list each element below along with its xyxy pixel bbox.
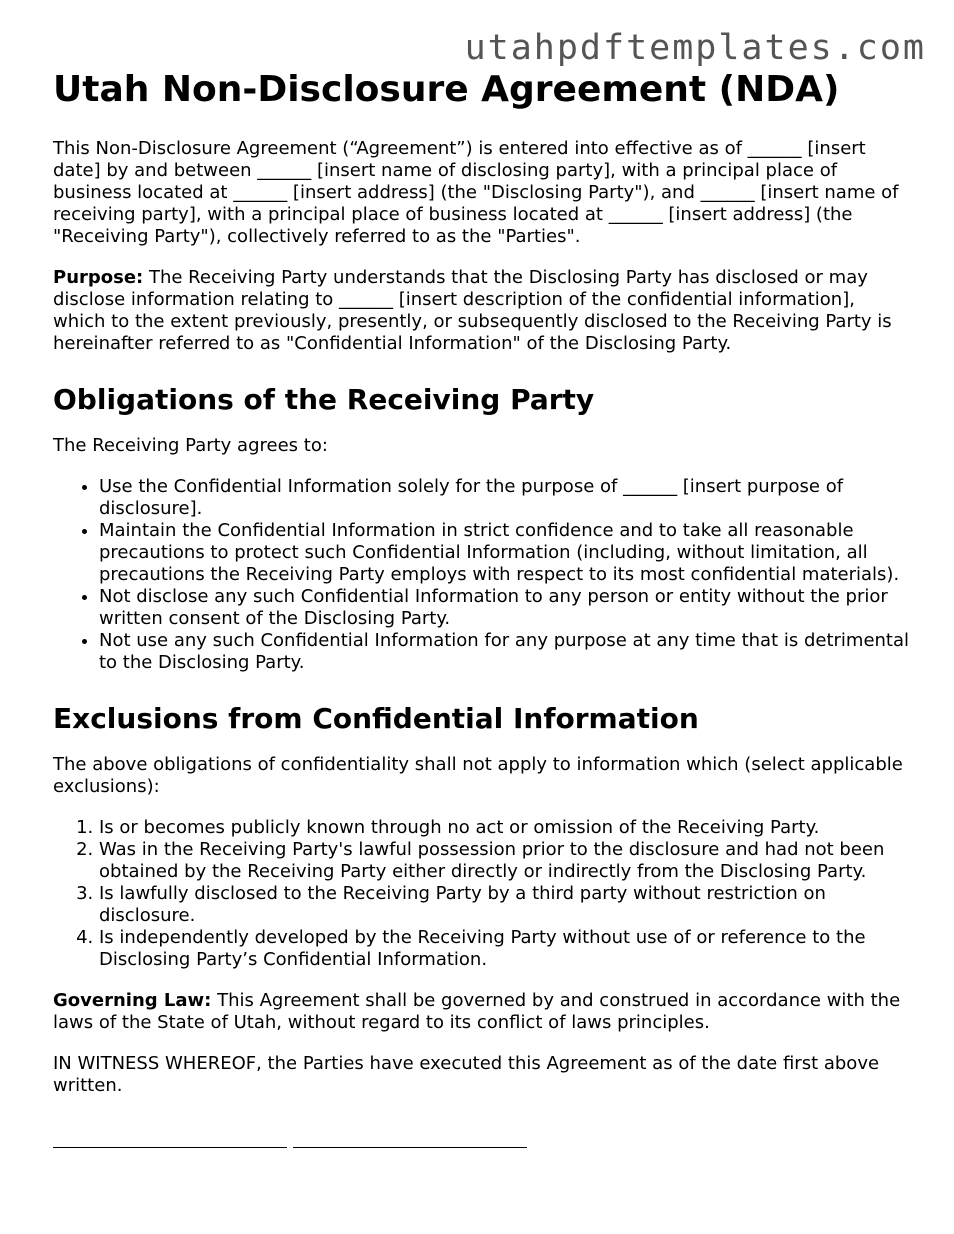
exclusions-heading: Exclusions from Confidential Information <box>53 702 699 735</box>
list-item: 3. Is lawfully disclosed to the Receiving Party by a third party without restriction on disclosure. <box>99 883 913 927</box>
signature-line-receiving[interactable] <box>293 1129 527 1148</box>
governing-law-paragraph <box>53 990 913 1034</box>
list-item: • Not use any such Confidential Information for any purpose at any time that is detrimental to the Disclosing Party. <box>99 630 913 674</box>
purpose-label: Purpose: <box>53 267 144 288</box>
site-watermark: utahpdftemplates.com <box>464 28 926 68</box>
signature-line-disclosing[interactable] <box>53 1129 287 1148</box>
purpose-text: The Receiving Party understands that the Disclosing Party has disclosed or may disclose information relating to ______ [insert description of the confidential information], which to the extent previously, presently, or subsequently disclosed to the Receiving Party is hereinafter referred to as "Confidential Information" of the Disclosing Party. <box>53 267 892 354</box>
document-title: Utah Non-Disclosure Agreement (NDA) <box>53 69 840 110</box>
list-item: • Not disclose any such Confidential Information to any person or entity without the prior written consent of the Disclosing Party. <box>99 586 913 630</box>
list-item: 4. Is independently developed by the Receiving Party without use of or reference to the Disclosing Party’s Confidential Information. <box>99 927 913 971</box>
governing-law-label: Governing Law: <box>53 990 212 1011</box>
exclusions-lead: The above obligations of confidentiality shall not apply to information which (select applicable exclusions): <box>53 754 903 797</box>
intro-paragraph: This Non-Disclosure Agreement (“Agreement”) is entered into effective as of ______ [insert date] by and between ______ [insert name of disclosing party], with a principal place of business located at ______ [insert address] (the "Disclosing Party"), and ______ [insert name of receiving party], with a principal place of business located at ______ [insert address] (the "Receiving Party"), collectively referred to as the "Parties". <box>53 138 899 247</box>
list-item: 2. Was in the Receiving Party's lawful possession prior to the disclosure and had not been obtained by the Receiving Party either directly or indirectly from the Disclosing Party. <box>99 839 913 883</box>
witness-paragraph: IN WITNESS WHEREOF, the Parties have executed this Agreement as of the date first above written. <box>53 1053 880 1096</box>
list-item: • Maintain the Confidential Information in strict confidence and to take all reasonable precautions to protect such Confidential Information (including, without limitation, all precautions the Receiving Party employs with respect to its most confidential materials). <box>99 520 913 586</box>
governing-law-text: This Agreement shall be governed by and construed in accordance with the laws of the State of Utah, without regard to its conflict of laws principles. <box>53 990 901 1033</box>
list-item: • Use the Confidential Information solely for the purpose of ______ [insert purpose of disclosure]. <box>99 476 913 520</box>
signature-lines <box>53 1129 913 1148</box>
obligations-heading: Obligations of the Receiving Party <box>53 383 595 416</box>
exclusions-list <box>53 817 913 971</box>
purpose-paragraph <box>53 267 913 355</box>
obligations-list <box>53 476 913 674</box>
obligations-lead: The Receiving Party agrees to: <box>53 435 328 456</box>
list-item: 1. Is or becomes publicly known through no act or omission of the Receiving Party. <box>99 817 913 839</box>
document-body <box>53 68 913 1148</box>
